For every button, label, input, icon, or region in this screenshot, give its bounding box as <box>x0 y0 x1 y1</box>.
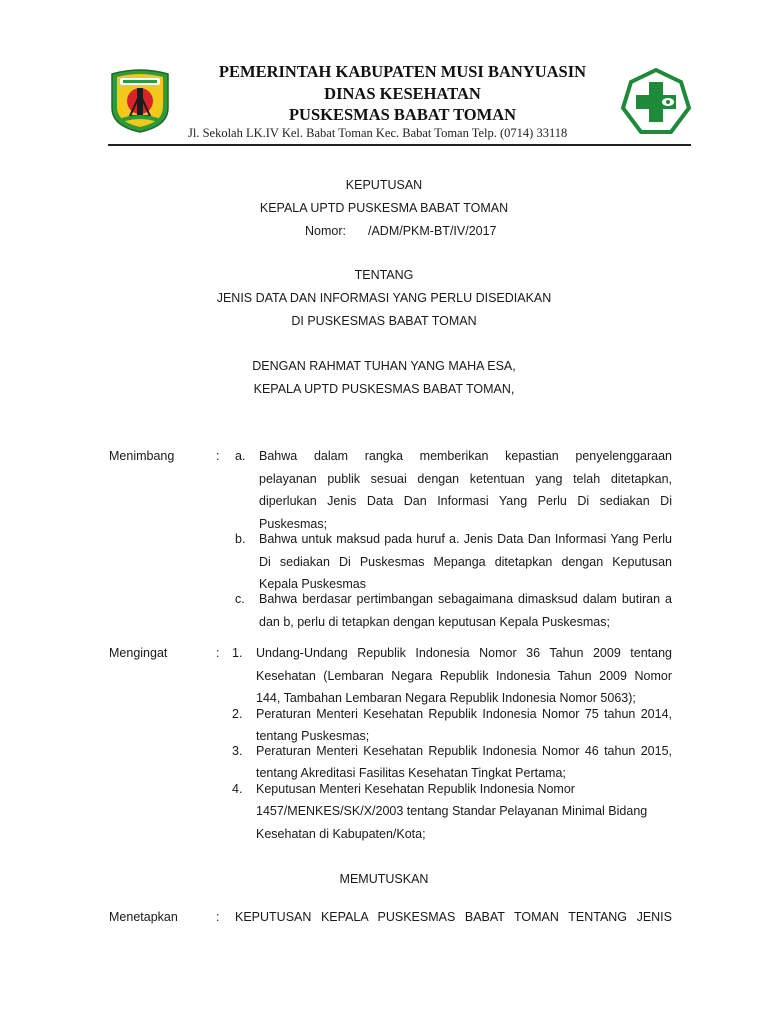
mengingat-label: Mengingat <box>109 646 168 660</box>
nomor-label: Nomor: <box>305 224 346 238</box>
menimbang-a-line-3: diperlukan Jenis Data Dan Informasi Yang Perlu Di sediakan Di <box>259 494 672 508</box>
menimbang-c-line-1: Bahwa berdasar pertimbangan sebagaimana dimasksud dalam butiran a <box>259 592 672 606</box>
menetapkan-label: Menetapkan <box>109 910 178 924</box>
issuer-title: KEPALA UPTD PUSKESMA BABAT TOMAN <box>259 201 509 215</box>
address-line: Jl. Sekolah LK.IV Kel. Babat Toman Kec. Babat Toman Telp. (0714) 33118 <box>188 126 568 140</box>
government-name: PEMERINTAH KABUPATEN MUSI BANYUASIN <box>218 62 587 81</box>
mengingat-marker-2: 2. <box>232 707 243 721</box>
menimbang-a-line-1: Bahwa dalam rangka memberikan kepastian penyelenggaraan <box>259 449 672 463</box>
letterhead-divider <box>108 144 691 146</box>
document-type: KEPUTUSAN <box>345 178 423 192</box>
puskesmas-name: PUSKESMAS BABAT TOMAN <box>288 105 517 124</box>
mengingat-2-line-1: Peraturan Menteri Kesehatan Republik Indonesia Nomor 75 tahun 2014, <box>256 707 672 721</box>
mengingat-1-line-2: Kesehatan (Lembaran Negara Republik Indonesia Tahun 2009 Nomor <box>256 669 672 683</box>
mengingat-4-line-3: Kesehatan di Kabupaten/Kota; <box>256 827 426 841</box>
memutuskan-heading: MEMUTUSKAN <box>339 872 429 886</box>
mengingat-3-line-2: tentang Akreditasi Fasilitas Kesehatan Tingkat Pertama; <box>256 766 566 780</box>
mengingat-colon: : <box>216 646 220 660</box>
mengingat-4-line-1: Keputusan Menteri Kesehatan Republik Indonesia Nomor <box>256 782 575 796</box>
menimbang-b-line-3: Kepala Puskesmas <box>259 577 367 591</box>
opening-line-2: KEPALA UPTD PUSKESMAS BABAT TOMAN, <box>253 382 515 396</box>
menimbang-b-line-1: Bahwa untuk maksud pada huruf a. Jenis Data Dan Informasi Yang Perlu <box>259 532 672 546</box>
mengingat-4-line-2: 1457/MENKES/SK/X/2003 tentang Standar Pelayanan Minimal Bidang <box>256 804 648 818</box>
menimbang-a-line-4: Puskesmas; <box>259 517 328 531</box>
menetapkan-colon: : <box>216 910 220 924</box>
menimbang-colon: : <box>216 449 220 463</box>
agency-name: DINAS KESEHATAN <box>324 84 481 103</box>
mengingat-1-line-1: Undang-Undang Republik Indonesia Nomor 36 Tahun 2009 tentang <box>256 646 672 660</box>
mengingat-1-line-3: 144, Tambahan Lembaran Negara Republik Indonesia Nomor 5063); <box>256 691 636 705</box>
menimbang-marker-b: b. <box>235 532 246 546</box>
puskesmas-cross-logo <box>619 68 693 136</box>
subject-line-2: DI PUSKESMAS BABAT TOMAN <box>291 314 477 328</box>
subject-line-1: JENIS DATA DAN INFORMASI YANG PERLU DISEDIAKAN <box>216 291 552 305</box>
regency-emblem-logo <box>108 68 172 134</box>
nomor-value: /ADM/PKM-BT/IV/2017 <box>368 224 497 238</box>
menimbang-c-line-2: dan b, perlu di tetapkan dengan keputusan Kepala Puskesmas; <box>259 615 610 629</box>
menimbang-label: Menimbang <box>109 449 175 463</box>
mengingat-3-line-1: Peraturan Menteri Kesehatan Republik Indonesia Nomor 46 tahun 2015, <box>256 744 672 758</box>
mengingat-marker-4: 4. <box>232 782 243 796</box>
menimbang-a-line-2: pelayanan publik sesuai dengan ketentuan yang telah ditetapkan, <box>259 472 672 486</box>
mengingat-marker-3: 3. <box>232 744 243 758</box>
opening-line-1: DENGAN RAHMAT TUHAN YANG MAHA ESA, <box>252 359 516 373</box>
menetapkan-text: KEPUTUSAN KEPALA PUSKESMAS BABAT TOMAN TENTANG JENIS <box>235 910 672 924</box>
menimbang-marker-c: c. <box>235 592 245 606</box>
menimbang-b-line-2: Di sediakan Di Puskesmas Mepanga ditetapkan dengan Keputusan <box>259 555 672 569</box>
tentang-heading: TENTANG <box>354 268 414 282</box>
menimbang-marker-a: a. <box>235 449 246 463</box>
mengingat-2-line-2: tentang Puskesmas; <box>256 729 370 743</box>
mengingat-marker-1: 1. <box>232 646 243 660</box>
